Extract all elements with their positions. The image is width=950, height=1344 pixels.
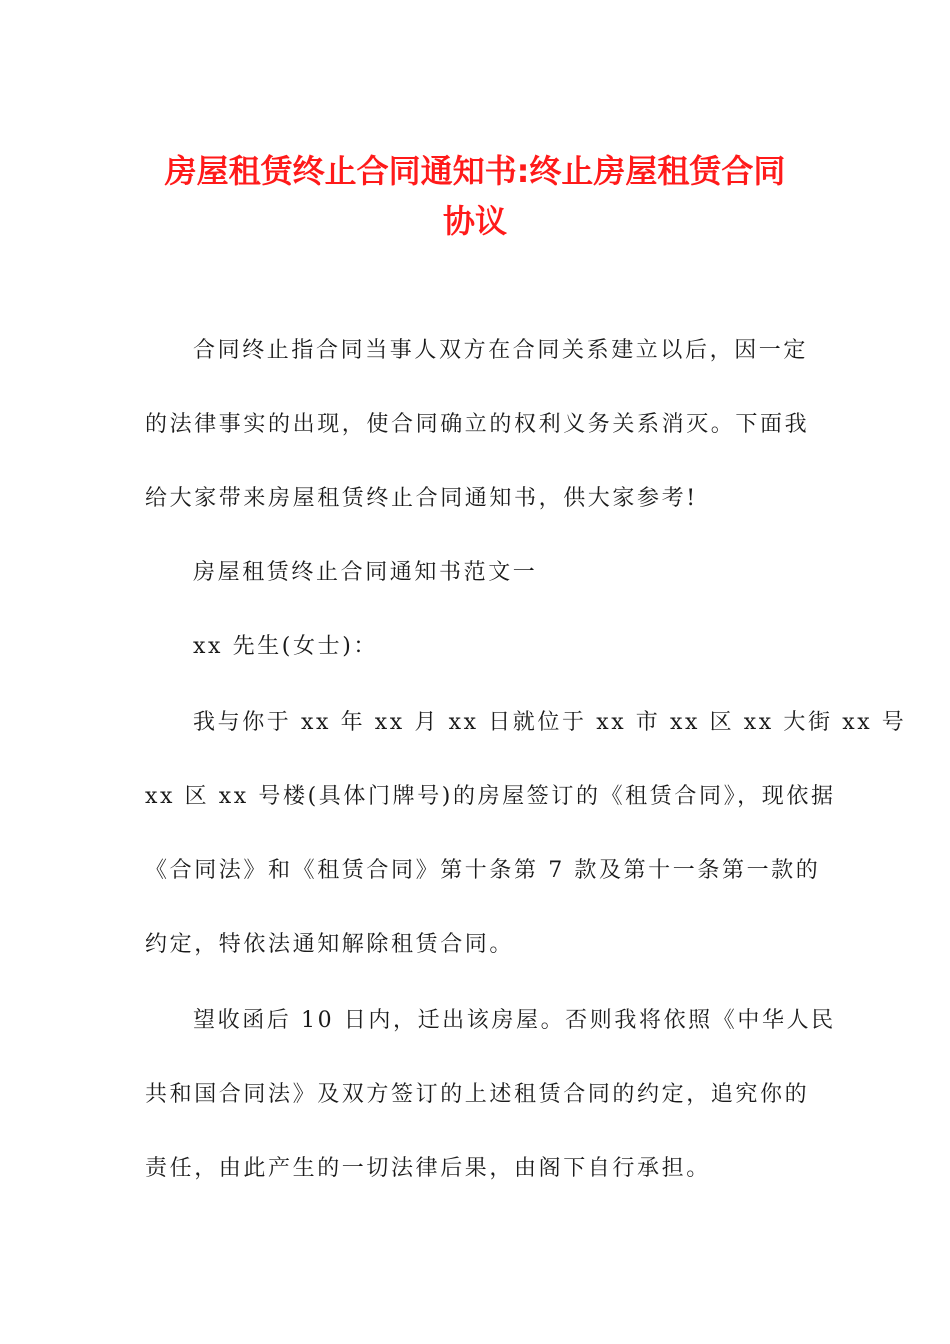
body-line-11: 共和国合同法》及双方签订的上述租赁合同的约定，追究你的 <box>145 1082 810 1107</box>
body-line-7: xx 区 xx 号楼(具体门牌号)的房屋签订的《租赁合同》，现依据 <box>145 784 836 809</box>
body-line-9: 约定，特依法通知解除租赁合同。 <box>145 932 515 957</box>
body-line-4: 房屋租赁终止合同通知书范文一 <box>193 560 538 585</box>
body-line-12: 责任，由此产生的一切法律后果，由阁下自行承担。 <box>145 1156 711 1181</box>
body-line-6: 我与你于 xx 年 xx 月 xx 日就位于 xx 市 xx 区 xx 大街 xx 号 <box>193 710 907 735</box>
body-line-1: 合同终止指合同当事人双方在合同关系建立以后，因一定 <box>193 338 809 363</box>
body-line-8: 《合同法》和《租赁合同》第十条第 7 款及第十一条第一款的 <box>145 858 821 883</box>
document-title-line-2: 协议 <box>442 202 507 240</box>
document-title-line-1: 房屋租赁终止合同通知书:终止房屋租赁合同 <box>164 152 786 190</box>
body-line-5: xx 先生(女士)： <box>193 634 378 659</box>
body-line-10: 望收函后 10 日内，迁出该房屋。否则我将依照《中华人民 <box>193 1008 836 1033</box>
body-line-3: 给大家带来房屋租赁终止合同通知书，供大家参考! <box>145 486 698 511</box>
body-line-2: 的法律事实的出现，使合同确立的权利义务关系消灭。下面我 <box>145 412 810 437</box>
